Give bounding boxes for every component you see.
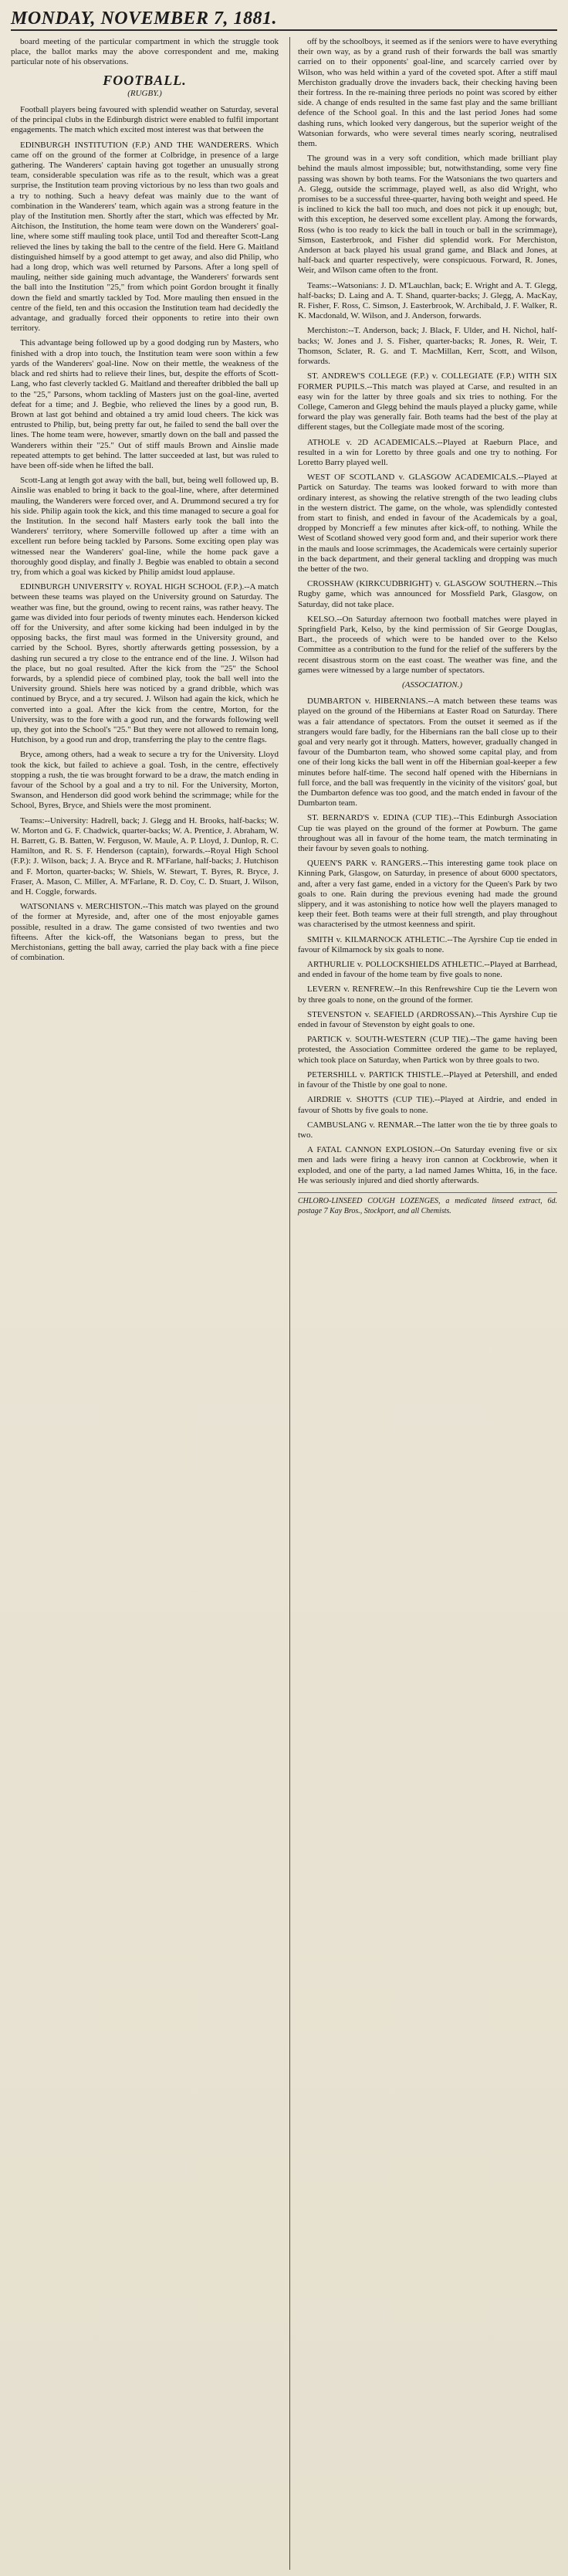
right-paragraph-17: STEVENSTON v. SEAFIELD (ARDROSSAN).--This Ayrshire Cup tie ended in favour of Stevenston by eight goals to one.	[298, 1009, 557, 1030]
intro-paragraph: board meeting of the particular compartment in which the struggle took place, the ballot marks may the above correspondent and me, making particular note of his observations.	[11, 37, 279, 67]
right-paragraph-16: LEVERN v. RENFREW.--In this Renfrewshire Cup tie the Levern won by three goals to none, on the ground of the former.	[298, 985, 557, 1005]
football-paragraph-6: Bryce, among others, had a weak to secure a try for the University. Lloyd took the kick, but failed to achieve a goal. Tosh, in the centre, effectively stopping a rush, the tie was brought forward to be a draw, the match ending in favour of the School by a goal and a try to nil. For the University, Morton, Swanson, and Henderson did good work behind the scrimmage; while for the School, Byres, Bryce, and Shiels were the most prominent.	[11, 750, 279, 811]
right-paragraph-1: off by the schoolboys, it seemed as if the seniors were to have everything their own way, as by a grand rush of their forwards the ball was smartly carried on to their opponents' goal-line, and scarcely carried over by Wilson, who was held within a yard of the coveted spot. After a stiff maul Merchiston gradually drove the invaders back, their checking having been their fortress. In the re-maining three periods no point was scored by either side. A change of ends resulted in the same fast play and the same brilliant defence of the School goal. In this and the last period Jones had some dashing runs, which looked very dangerous, but the superior weight of the Watsonian forwards, who were several times nearly scoring, neutralised them.	[298, 37, 557, 149]
right-paragraph-3: Teams:--Watsonians: J. D. M'Lauchlan, back; E. Wright and A. T. Glegg, half-backs; D. Laing and A. T. Shand, quarter-backs; J. Glegg, A. MacKay, R. Fisher, F. Ross, C. Simson, J. Easterbrook, W. Archibald, J. F. Walker, R. K. Macdonald, W. Wilson, and J. Anderson, forwards.	[298, 280, 557, 321]
football-subheading: (RUGBY.)	[127, 88, 162, 98]
right-paragraph-14: SMITH v. KILMARNOCK ATHLETIC.--The Ayrshire Cup tie ended in favour of Kilmarnock by six goals to none.	[298, 934, 557, 954]
association-heading: (ASSOCIATION.)	[401, 680, 463, 690]
footer-note: CHLORO-LINSEED COUGH LOZENGES, a medicated linseed extract, 6d. postage 7 Kay Bros., Stockport, and all Chemists.	[298, 1192, 557, 1216]
right-paragraph-18: PARTICK v. SOUTH-WESTERN (CUP TIE).--The game having been protested, the Association Committee ordered the game to be replayed, which took place on Saturday, when Partick won by three goals to two.	[298, 1035, 557, 1065]
right-paragraph-11: DUMBARTON v. HIBERNIANS.--A match between these teams was played on the ground of the Hibernians at Easter Road on Saturday. There was a fair attendance of spectators. From the outset it seemed as if the strangers would fare badly, for the Hibernians ran the ball close up to their goal and very nearly got it through. Matters, however, gradually changed in favour of the Dumbarton team, who showed some capital play, and from one of their long kicks the ball went in off the Hibernian goal-keeper a few minutes before half-time. The second half opened with the Hibernians in full force, and the ball was frequently in the vicinity of the visitors' goal, but the Dumbarton defence was too good, and the match ended in favour of the Dumbarton team.	[298, 697, 557, 808]
right-paragraph-13: QUEEN'S PARK v. RANGERS.--This interesting game took place on Kinning Park, Glasgow, on Saturday, in presence of about 6000 spectators, and, after a very fast game, ended in a victory for the Queen's Park by two goals to one. Rain during the previous evening had made the ground slippery, and it was astonishing to notice how well the players managed to keep their feet. Both teams were at their full strength, and play throughout was characterised by the utmost keenness and spirit.	[298, 859, 557, 930]
football-paragraph-3: This advantage being followed up by a good dodging run by Masters, who finished with a drop into touch, the Institution team were soon within a few yards of the Wanderers' goal-line. Now on their mettle, the weakness of the black and red shirts had to relieve their lines, but, despite the efforts of Scott-Lang, who fast cleverly tackled G. Maitland and thereafter dribbled the ball up to the "25," Parsons, whom tackling of Masters just on the goal-line, averted defeat for a time; and J. Begbie, who relieved the lines by a good run, B. Brown at last got behind and obtained a try amid loud cheers. The kick was entrusted to Philip, but, being pretty far out, he failed to send the ball over the lines. The home team were, however, smartly down on the ball and passed the Wanderers within their "25." Out of stiff mauls Brown and Ainslie made repeated attempts to get behind. The latter succeeded at last, but was ruled to have been off-side when he lifted the ball.	[11, 338, 279, 470]
date-line: MONDAY, NOVEMBER 7, 1881.	[11, 8, 278, 29]
masthead	[11, 8, 557, 31]
right-paragraph-6: ATHOLE v. 2D ACADEMICALS.--Played at Raeburn Place, and resulted in a win for Loretto by three goals and one try to nothing. For Loretto Barry played well.	[298, 437, 557, 467]
football-paragraph-4: Scott-Lang at length got away with the ball, but, being well followed up, B. Ainslie was enabled to bring it back to the goal-line, where, after determined mauling, the Wanderers were forced over, and A. Drummond secured a try for his side. Philip again took the kick, and this time managed to secure a goal for the Institution. In the second half Masters early took the ball into the Wanderers' territory, where Somerville followed up after a time with an excellent run before being tackled by Parsons. Some exciting open play was witnessed near the Wanderers' goal-line, while the home pack gave a thoroughly good display, and finally J. Begbie was enabled to obtain a second try, from which a goal was kicked by Philip amidst loud applause.	[11, 476, 279, 577]
right-paragraph-19: PETERSHILL v. PARTICK THISTLE.--Played at Petershill, and ended in favour of the Thistle by one goal to none.	[298, 1069, 557, 1090]
right-paragraph-20: AIRDRIE v. SHOTTS (CUP TIE).--Played at Airdrie, and ended in favour of Shotts by five goals to none.	[298, 1095, 557, 1115]
watsonians-paragraph: WATSONIANS v. MERCHISTON.--This match was played on the ground of the former at Myreside, and, after one of the most enjoyable games possible, resulted in a draw. The game consisted of two twenties and two fifteens. After the kick-off, the Watsonians began to press, but the Merchistonians, getting the ball away, carried the play back with a fine piece of combination.	[11, 902, 279, 963]
right-paragraph-8: CROSSHAW (KIRKCUDBRIGHT) v. GLASGOW SOUTHERN.--This Rugby game, which was announced for Mossfield Park, Glasgow, on Saturday, did not take place.	[298, 579, 557, 609]
right-paragraph-21: CAMBUSLANG v. RENMAR.--The latter won the tie by three goals to two.	[298, 1120, 557, 1140]
teams-paragraph: Teams:--University: Hadrell, back; J. Glegg and H. Brooks, half-backs; W. W. Morton and G. F. Chadwick, quarter-backs; W. A. Prentice, J. Abraham, W. H. Barrett, G. B. Batten, W. Ferguson, W. Maule, A. P. Lloyd, J. Dunlop, R. C. Hamilton, and R. S. F. Henderson (captain), forwards.--Royal High School (F.P.): J. Wilson, back; J. A. Bryce and R. M'Farlane, half-backs; J. Hutchison and F. Morton, quarter-backs; W. Shiels, W. Stewart, T. Byres, R. Bryce, J. Fraser, A. Mason, C. Miller, A. M'Farlane, R. D. Coy, C. D. Stuart, J. Wilson, and H. Coggle, forwards.	[11, 815, 279, 897]
football-paragraph-1: Football players being favoured with splendid weather on Saturday, several of the principal clubs in the Edinburgh district were enabled to fulfil important engagements. The match which excited most interest was that between the	[11, 105, 279, 135]
right-paragraph-9: KELSO.--On Saturday afternoon two football matches were played in Springfield Park, Kelso, by the kind permission of Sir George Douglas, Bart., the proceeds of which were to be handed over to the Kelso Committee as a contribution to the fund for the relief of the sufferers by the recent disastrous storm on the east coast. The weather was fine, and the games were witnessed by a large number of spectators.	[298, 614, 557, 675]
right-paragraph-22: A FATAL CANNON EXPLOSION.--On Saturday evening five or six men and lads were firing a heavy iron cannon at Cockbrowie, when it exploded, and one of the party, a lad named James Whitta, 16, in the face. He was seriously injured and died shortly afterwards.	[298, 1145, 557, 1185]
right-paragraph-2: The ground was in a very soft condition, which made brilliant play behind the mauls almost impossible; but, notwithstanding, some very fine passing was shown by both teams. For the Watsonians the two quarters and A. Glegg, outside the scrimmage, played well, as also did Wright, who promises to be a successful three-quarter, having both weight and speed. He is inclined to kick the ball too much, and does not pick it up enough; but, with this exception, he deserved some excellent play. Among the forwards, Ross (who is too ready to kick the ball in touch or ball in the scrimmage), Simson, Easterbrook, and Fisher did splendid work. For Merchiston, Anderson at back played his usual grand game, and Black and Jones, at half-back and quarter respectively, were conspicuous. Forward, R. Jones, Weir, and Wilson came often to the front.	[298, 154, 557, 276]
article-columns	[11, 37, 557, 2570]
right-paragraph-12: ST. BERNARD'S v. EDINA (CUP TIE).--This Edinburgh Association Cup tie was played on the ground of the former at Powburn. The game throughout was all in favour of the home team, the match terminating in their favour by seven goals to nothing.	[298, 813, 557, 854]
football-paragraph-2: EDINBURGH INSTITUTION (F.P.) AND THE WANDERERS. Which came off on the ground of the former at Colbridge, in presence of a large gathering. The Wanderers' captain having got together an unusually strong team, considerable speculation was rife as to the result, which was a great surprise, the Institution team proving victorious by no less than two goals and a try to nothing. Such a heavy defeat was mainly due to the want of combination in the Wanderers' team, which again was a strong feature in the play of the Institution men. Shortly after the start, which was effected by Mr. Aitchison, the Institution, the home team were down on the Wanderers' goal-line, where some stiff mauling took place, until Tod and thereafter Scott-Lang relieved the lines by taking the ball to the centre of the field. Here G. Maitland distinguished himself by a good attempt to get away, and also did Philip, who had a long drop, which was well returned by Parsons. After a long spell of mauling, neither side gaining much advantage, the Wanderers' forwards sent the ball into the Institution "25," from which point Gordon brought it finally down the field and smartly tackled by Tod. More mauling then ensued in the centre of the field, ten and this occasion the Institution team had decidedly the advantage, and gradually forced their opponents to retire into their own territory.	[11, 140, 279, 334]
right-paragraph-5: ST. ANDREW'S COLLEGE (F.P.) v. COLLEGIATE (F.P.) WITH SIX FORMER PUPILS.--This match was played at Carse, and resulted in an easy win for the latter by three goals and six tries to nothing. For the College, Cameron and Glegg behind the mauls played a plucky game, while forward the play was generally fair. Both teams had the best of the play at different stages, but the Collegiate made most of the scoring.	[298, 371, 557, 432]
right-column	[289, 37, 557, 2570]
football-heading: FOOTBALL.	[103, 72, 187, 88]
right-paragraph-7: WEST OF SCOTLAND v. GLASGOW ACADEMICALS.--Played at Partick on Saturday. The teams was looked forward to with more than ordinary interest, as showing the relative strength of the two leading clubs in the western district. The game, on the whole, was splendidly contested from start to finish, and ended in favour of the Academicals by a goal, dropped by Moncrieff a few minutes after kick-off, to nothing. While the West of Scotland showed very good form and, and their superior work there in the mauls and loose scrimmages, the Academicals were certainly superior in the back department, and their general tackling and dropping was much the better of the two.	[298, 473, 557, 574]
right-paragraph-4: Merchiston:--T. Anderson, back; J. Black, F. Ulder, and H. Nichol, half-backs; W. Jones and J. S. Fisher, quarter-backs; R. Jones, R. Weir, T. Thomson, Sclater, R. G. and T. MacMillan, Kerr, Scott, and Wilson, forwards.	[298, 326, 557, 367]
left-column	[11, 37, 279, 2570]
football-paragraph-5: EDINBURGH UNIVERSITY v. ROYAL HIGH SCHOOL (F.P.).--A match between these teams was played on the University ground on Saturday. The weather was fine, but the ground, owing to recent rains, was rather heavy. The game was divided into four periods of twenty minutes each. Henderson kicked off for the University, and after some kicking had been indulged in by the opposing backs, the first maul was formed in the University ground, and carried by the School. Byres, shortly afterwards getting possession, by a dashing run secured a try close to the entrance end of the line. J. Wilson had the place, but no goal resulted. After the kick from the "25" the School forwards, by a splendid piece of combined play, took the ball well into the University ground. Shiels here was noticed by a grand dribble, which was continued by Bryce, and a try secured. J. Wilson had again the kick, which he converted into a goal. After the kick from the centre, Morton, for the University, was to the fore with a good run, and the forwards following well up, they got into the School's "25." But they were not allowed to remain long, Hutchison, by a good run and drop, transferring the play to the centre flags.	[11, 582, 279, 745]
right-paragraph-15: ARTHURLIE v. POLLOCKSHIELDS ATHLETIC.--Played at Barrhead, and ended in favour of the home team by five goals to none.	[298, 960, 557, 980]
